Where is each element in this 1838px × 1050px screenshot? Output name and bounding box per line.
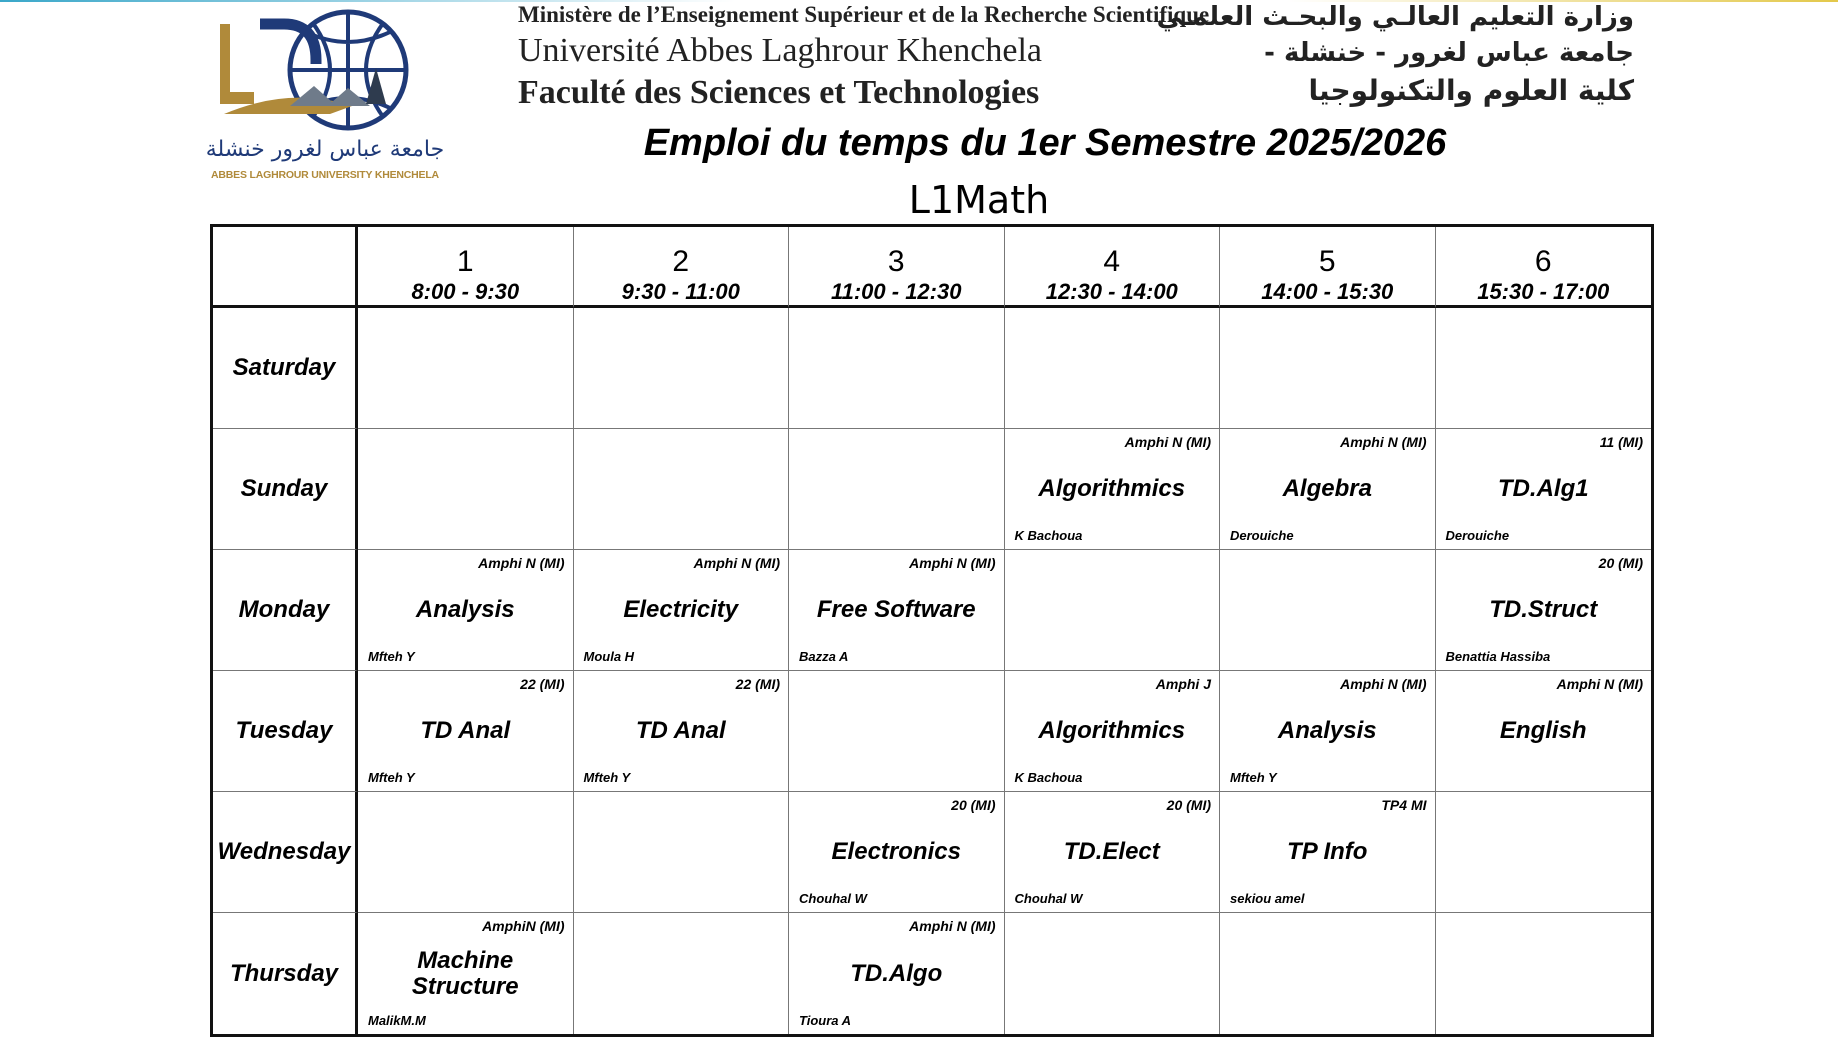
faculty-fr: Faculté des Sciences et Technologies	[518, 74, 1040, 111]
slot-time: 11:00 - 12:30	[831, 279, 962, 304]
slot-time: 9:30 - 11:00	[621, 279, 740, 304]
page-title: Emploi du temps du 1er Semestre 2025/2026	[643, 122, 1447, 164]
day-cell	[213, 671, 358, 792]
teacher-name: MalikM.M	[368, 1013, 426, 1028]
logo-emblem-icon	[220, 2, 420, 137]
subject-name: Analysis	[415, 596, 515, 623]
teacher-name: Derouiche	[1445, 528, 1510, 543]
session-cell	[1436, 429, 1652, 550]
university-fr: Université Abbes Laghrour Khenchela	[518, 32, 1042, 69]
teacher-name: Tioura A	[799, 1013, 852, 1028]
teacher-name: K Bachoua	[1014, 528, 1083, 543]
day-cell	[213, 913, 358, 1034]
room-label: Amphi N (MI)	[1340, 676, 1427, 692]
teacher-name: Chouhal W	[1014, 891, 1083, 906]
teacher-name: Moula H	[583, 649, 635, 664]
slot-time: 14:00 - 15:30	[1261, 279, 1394, 304]
room-label: Amphi N (MI)	[1556, 676, 1643, 692]
room-label: TP4 MI	[1381, 797, 1427, 813]
session-cell	[1220, 429, 1436, 550]
teacher-name: Mfteh Y	[583, 770, 631, 785]
room-label: 20 (MI)	[1598, 555, 1643, 571]
room-label: 11 (MI)	[1599, 434, 1643, 450]
session-cell	[1436, 671, 1652, 792]
subject-name: Algorithmics	[1038, 717, 1186, 744]
day-name: Sunday	[240, 475, 328, 502]
teacher-name: Mfteh Y	[368, 770, 415, 785]
subject-name: Analysis	[1277, 717, 1377, 744]
teacher-name: K Bachoua	[1014, 770, 1083, 785]
slot-number: 1	[456, 245, 474, 278]
subject-name: Algebra	[1282, 475, 1372, 502]
session-cell	[1005, 671, 1221, 792]
subject-name: TP Info	[1287, 838, 1368, 865]
empty-cell	[1436, 308, 1652, 429]
faculty-ar: كلية العلوم والتكنولوجيا	[1308, 74, 1634, 107]
empty-cell	[358, 792, 574, 913]
subject-name: TD Anal	[420, 717, 511, 744]
day-name: Wednesday	[217, 838, 351, 865]
teacher-name: Chouhal W	[799, 891, 867, 906]
subject-name: TD Anal	[635, 717, 726, 744]
empty-cell	[574, 308, 790, 429]
subject-name: TD.Elect	[1063, 838, 1160, 865]
teacher-name: sekiou amel	[1230, 891, 1305, 906]
room-label: Amphi N (MI)	[909, 918, 996, 934]
teacher-name: Mfteh Y	[368, 649, 415, 664]
empty-cell	[1436, 792, 1652, 913]
day-cell	[213, 429, 358, 550]
empty-cell	[574, 913, 790, 1034]
subject-name: Electricity	[623, 596, 739, 623]
room-label: AmphiN (MI)	[482, 918, 565, 934]
slot-number: 5	[1318, 245, 1336, 278]
room-label: Amphi J	[1155, 676, 1211, 692]
day-name: Monday	[238, 596, 330, 623]
slot-time: 8:00 - 9:30	[411, 279, 520, 304]
empty-cell	[789, 429, 1005, 550]
subject-name: TD.Struct	[1489, 596, 1598, 623]
session-cell	[1005, 792, 1221, 913]
ministry-ar: وزارة التعليم العالـي والبحـث العلمـي	[1156, 2, 1634, 32]
room-label: Amphi N (MI)	[1340, 434, 1427, 450]
room-label: 22 (MI)	[735, 676, 780, 692]
room-label: Amphi N (MI)	[1124, 434, 1211, 450]
session-cell	[358, 913, 574, 1034]
session-cell	[358, 550, 574, 671]
timetable-grid	[210, 224, 1654, 1037]
session-cell	[1436, 550, 1652, 671]
room-label: Amphi N (MI)	[478, 555, 565, 571]
logo-english-name: ABBES LAGHROUR UNIVERSITY KHENCHELA	[211, 169, 439, 181]
slot-header	[789, 227, 1005, 308]
room-label: 22 (MI)	[520, 676, 565, 692]
university-ar: جامعة عباس لغرور - خنشلة -	[1264, 38, 1634, 68]
empty-cell	[1220, 913, 1436, 1034]
subject-name: Electronics	[831, 838, 961, 865]
empty-cell	[574, 429, 790, 550]
day-cell	[213, 308, 358, 429]
session-cell	[574, 550, 790, 671]
session-cell	[574, 671, 790, 792]
subject-name: Algorithmics	[1038, 475, 1186, 502]
subject-name: TD.Algo	[850, 959, 943, 987]
slot-number: 2	[672, 245, 690, 278]
empty-cell	[1005, 913, 1221, 1034]
day-cell	[213, 550, 358, 671]
empty-cell	[789, 308, 1005, 429]
corner-cell	[213, 227, 358, 308]
room-label: Amphi N (MI)	[909, 555, 996, 571]
empty-cell	[1005, 550, 1221, 671]
teacher-name: Benattia Hassiba	[1445, 649, 1551, 664]
day-name: Tuesday	[235, 717, 333, 744]
session-cell	[789, 792, 1005, 913]
empty-cell	[1220, 308, 1436, 429]
slot-header	[574, 227, 790, 308]
day-cell	[213, 792, 358, 913]
session-cell	[789, 913, 1005, 1034]
teacher-name: Mfteh Y	[1230, 770, 1277, 785]
session-cell	[1220, 792, 1436, 913]
slot-time: 15:30 - 17:00	[1477, 279, 1610, 304]
day-name: Thursday	[229, 959, 339, 987]
subject-name: English	[1499, 717, 1587, 744]
empty-cell	[358, 429, 574, 550]
session-cell	[358, 671, 574, 792]
slot-header	[1220, 227, 1436, 308]
slot-number: 4	[1103, 245, 1121, 278]
slot-number: 3	[887, 245, 905, 278]
slot-header	[1436, 227, 1652, 308]
room-label: 20 (MI)	[951, 797, 996, 813]
logo-arabic-name: جامعة عباس لغرور خنشلة	[205, 137, 445, 162]
subject-name: Free Software	[816, 596, 976, 623]
room-label: Amphi N (MI)	[693, 555, 780, 571]
empty-cell	[1436, 913, 1652, 1034]
subject-name: TD.Alg1	[1497, 475, 1589, 502]
session-cell	[1005, 429, 1221, 550]
ministry-fr: Ministère de l’Enseignement Supérieur et de la Recherche Scientifique	[518, 2, 1210, 27]
day-name: Saturday	[232, 354, 336, 381]
empty-cell	[574, 792, 790, 913]
teacher-name: Bazza A	[799, 649, 849, 664]
room-label: 20 (MI)	[1166, 797, 1211, 813]
empty-cell	[358, 308, 574, 429]
slot-time: 12:30 - 14:00	[1045, 279, 1178, 304]
empty-cell	[1220, 550, 1436, 671]
slot-header	[1005, 227, 1221, 308]
teacher-name: Derouiche	[1230, 528, 1294, 543]
session-cell	[789, 550, 1005, 671]
empty-cell	[789, 671, 1005, 792]
slot-number: 6	[1534, 245, 1552, 278]
empty-cell	[1005, 308, 1221, 429]
subject-name: Machine Structure	[411, 946, 519, 1000]
slot-header	[358, 227, 574, 308]
session-cell	[1220, 671, 1436, 792]
class-name: L1Math	[908, 178, 1050, 222]
